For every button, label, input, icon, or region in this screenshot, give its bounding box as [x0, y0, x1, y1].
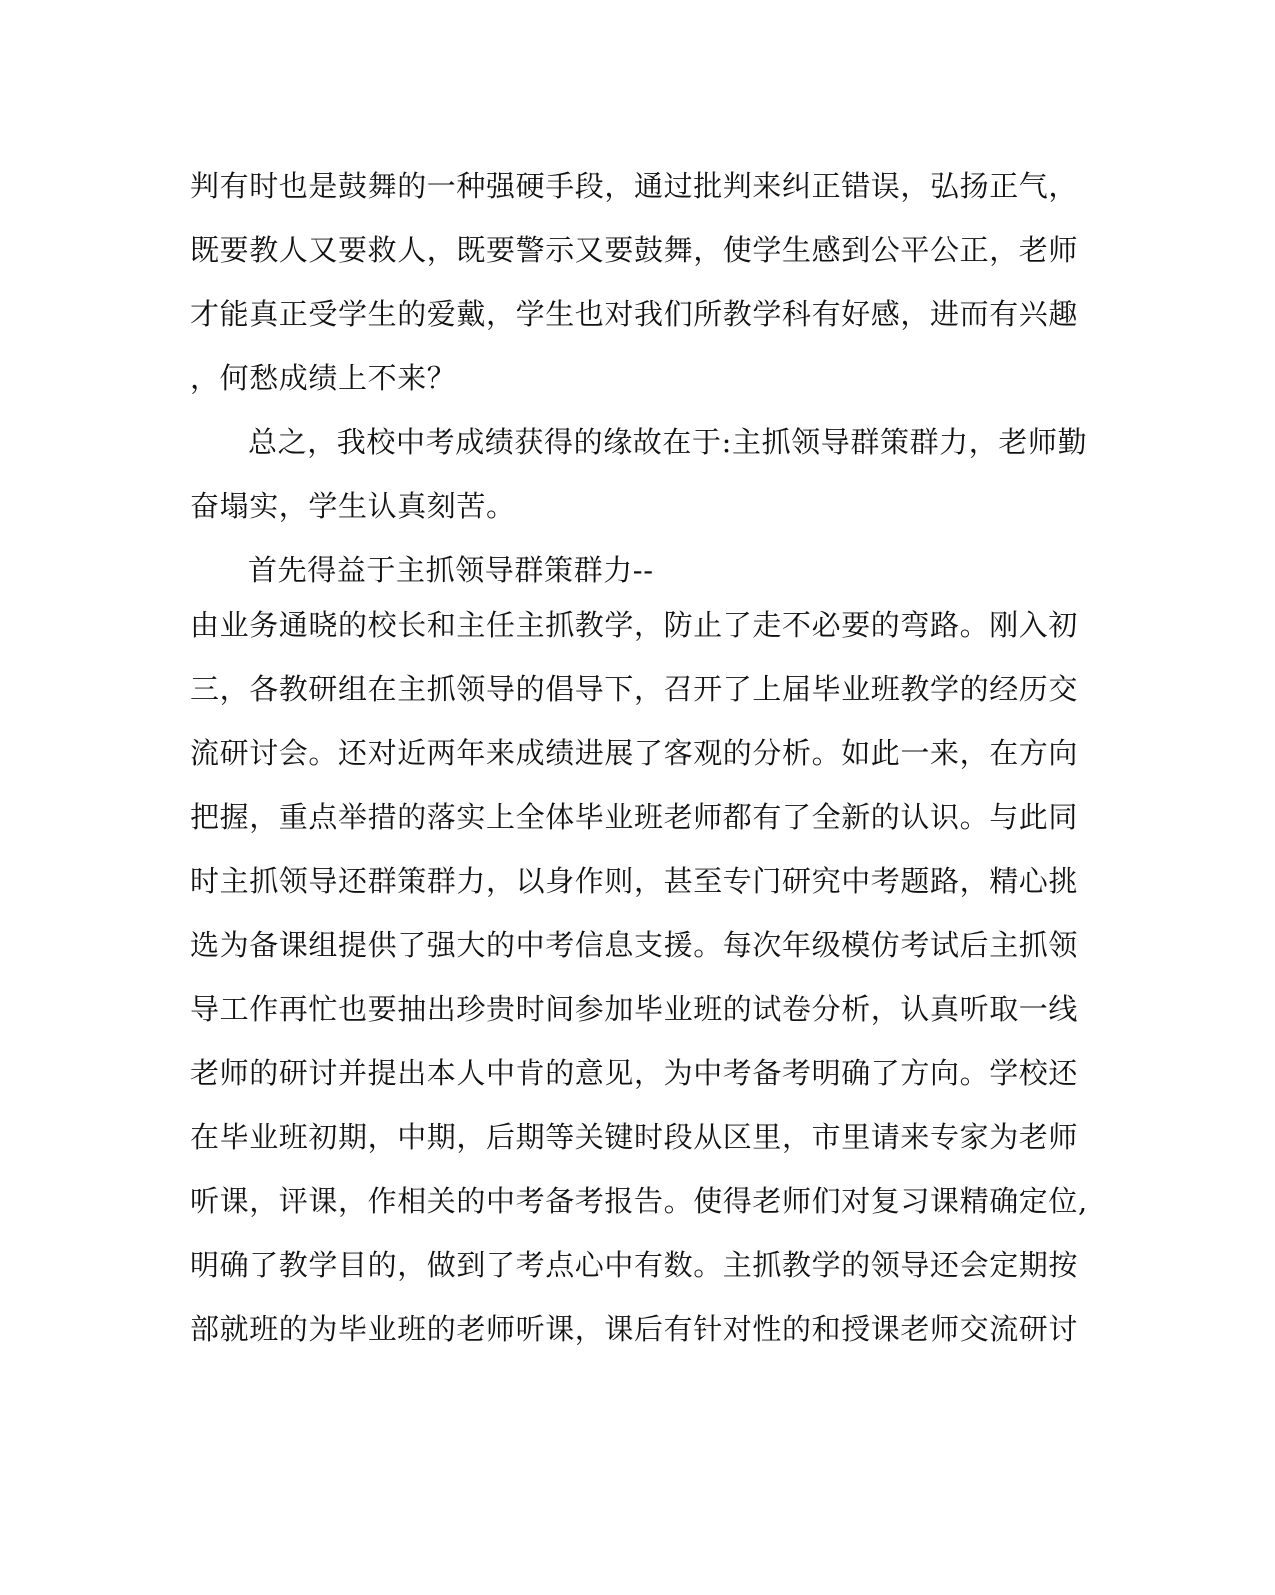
- body-text: [190, 160, 1088, 1367]
- text-line: 在毕业班初期，中期，后期等关键时段从区里，市里请来专家为老师: [190, 1120, 1079, 1154]
- text-line: 导工作再忙也要抽出珍贵时间参加毕业班的试卷分析，认真听取一线: [190, 992, 1079, 1026]
- text-line: 奋塌实，学生认真刻苦。: [190, 489, 516, 523]
- text-line: 时主抓领导还群策群力，以身作则，甚至专门研究中考题路，精心挑: [190, 864, 1079, 898]
- text-line: 判有时也是鼓舞的一种强硬手段，通过批判来纠正错误，弘扬正气，: [190, 169, 1079, 203]
- text-line: ，何愁成绩上不来？: [190, 361, 457, 395]
- text-line: 三，各教研组在主抓领导的倡导下，召开了上届毕业班教学的经历交: [190, 672, 1079, 706]
- text-line: 部就班的为毕业班的老师听课，课后有针对性的和授课老师交流研讨: [190, 1312, 1079, 1346]
- text-line: 老师的研讨并提出本人中肯的意见，为中考备考明确了方向。学校还: [190, 1056, 1079, 1090]
- text-line: 流研讨会。还对近两年来成绩进展了客观的分析。如此一来，在方向: [190, 736, 1079, 770]
- text-line: 明确了教学目的，做到了考点心中有数。主抓教学的领导还会定期按: [190, 1248, 1079, 1282]
- text-line: 由业务通晓的校长和主任主抓教学，防止了走不必要的弯路。刚入初: [190, 608, 1079, 642]
- text-line: 选为备课组提供了强大的中考信息支援。每次年级模仿考试后主抓领: [190, 928, 1079, 962]
- text-line: 才能真正受学生的爱戴，学生也对我们所教学科有好感，进而有兴趣: [190, 297, 1079, 331]
- text-line: 把握，重点举措的落实上全体毕业班老师都有了全新的认识。与此同: [190, 800, 1079, 834]
- paragraph-start-line: 首先得益于主抓领导群策群力--: [248, 553, 654, 587]
- paragraph-start-line: 总之，我校中考成绩获得的缘故在于:主抓领导群策群力，老师勤: [248, 425, 1088, 459]
- text-line: 既要教人又要救人，既要警示又要鼓舞，使学生感到公平公正，老师: [190, 233, 1079, 267]
- text-line: 听课，评课，作相关的中考备考报告。使得老师们对复习课精确定位,: [190, 1184, 1088, 1218]
